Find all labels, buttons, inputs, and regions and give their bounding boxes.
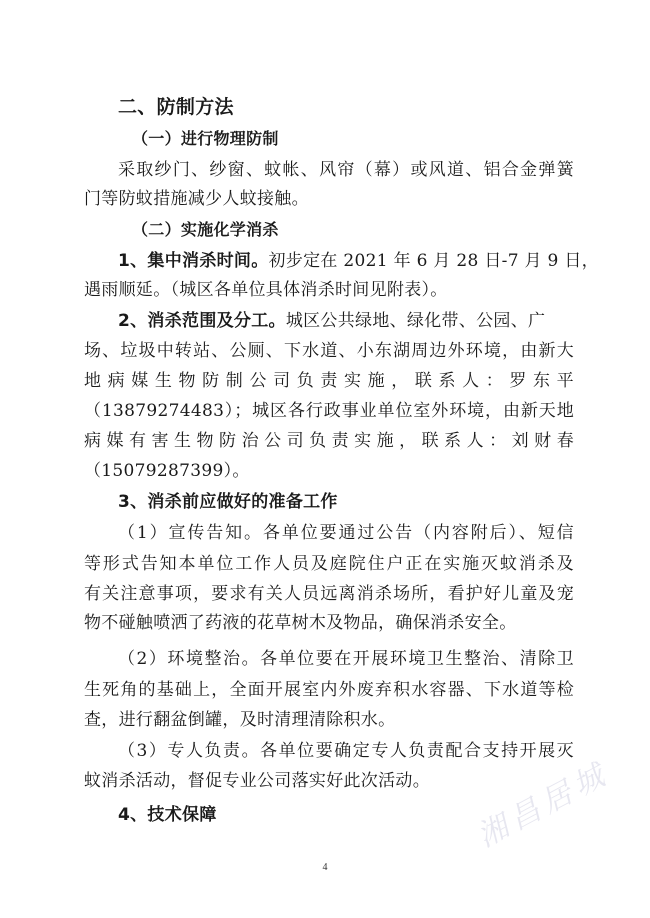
paragraph-line: 有关注意事项，要求有关人员远离消杀场所，看护好儿童及宠 <box>84 584 574 604</box>
paragraph-line: 生死角的基础上，全面开展室内外废弃积水容器、下水道等检 <box>84 680 574 700</box>
paragraph-line: 遇雨顺延。（城区各单位具体消杀时间见附表）。 <box>84 280 448 300</box>
paragraph-line: （3）专人负责。各单位要确定专人负责配合支持开展灭 <box>118 741 574 761</box>
item-4-title: 4、技术保障 <box>118 805 217 825</box>
paragraph-line: 采取纱门、纱窗、蚊帐、风帘（幕）或风道、铝合金弹簧 <box>118 160 574 180</box>
paragraph-line: 地病媒生物防制公司负责实施，联系人：罗东平 <box>84 371 574 391</box>
paragraph-line: 物不碰触喷洒了药液的花草树木及物品，确保消杀安全。 <box>84 613 517 633</box>
item-2-text: 城区公共绿地、绿化带、公园、广 <box>285 311 546 331</box>
watermark: 湘昌居城 <box>471 755 616 855</box>
paragraph-line: 蚊消杀活动，督促专业公司落实好此次活动。 <box>84 771 430 791</box>
item-3-title: 3、消杀前应做好的准备工作 <box>118 492 338 512</box>
paragraph-line: 病媒有害生物防治公司负责实施，联系人：刘财春 <box>84 431 574 451</box>
item-1-text: 初步定在 2021 年 6 月 28 日-7 月 9 日， <box>268 251 599 271</box>
paragraph-line: （15079287399）。 <box>84 461 250 481</box>
item-1-line <box>118 250 599 272</box>
paragraph-line: （1）宣传告知。各单位要通过公告（内容附后）、短信 <box>118 523 574 543</box>
paragraph-line: 场、垃圾中转站、公厕、下水道、小东湖周边外环境，由新大 <box>84 341 574 361</box>
paragraph-line: （13879274483）；城区各行政事业单位室外环境，由新天地 <box>84 401 574 421</box>
subsection-heading-2: （二）实施化学消杀 <box>132 220 279 239</box>
item-1-title: 1、集中消杀时间。 <box>118 251 269 271</box>
item-2-line <box>118 310 574 332</box>
section-heading: 二、防制方法 <box>118 96 234 118</box>
paragraph-line: （2）环境整治。各单位要在开展环境卫生整治、清除卫 <box>118 649 574 669</box>
paragraph-line: 查，进行翻盆倒罐，及时清理清除积水。 <box>84 710 396 730</box>
subsection-heading-1: （一）进行物理防制 <box>132 129 279 148</box>
paragraph-line: 等形式告知本单位工作人员及庭院住户正在实施灭蚊消杀及 <box>84 554 574 574</box>
page-number: 4 <box>322 862 328 873</box>
paragraph-line: 门等防蚊措施减少人蚊接触。 <box>84 189 309 209</box>
item-2-title: 2、消杀范围及分工。 <box>118 311 286 331</box>
